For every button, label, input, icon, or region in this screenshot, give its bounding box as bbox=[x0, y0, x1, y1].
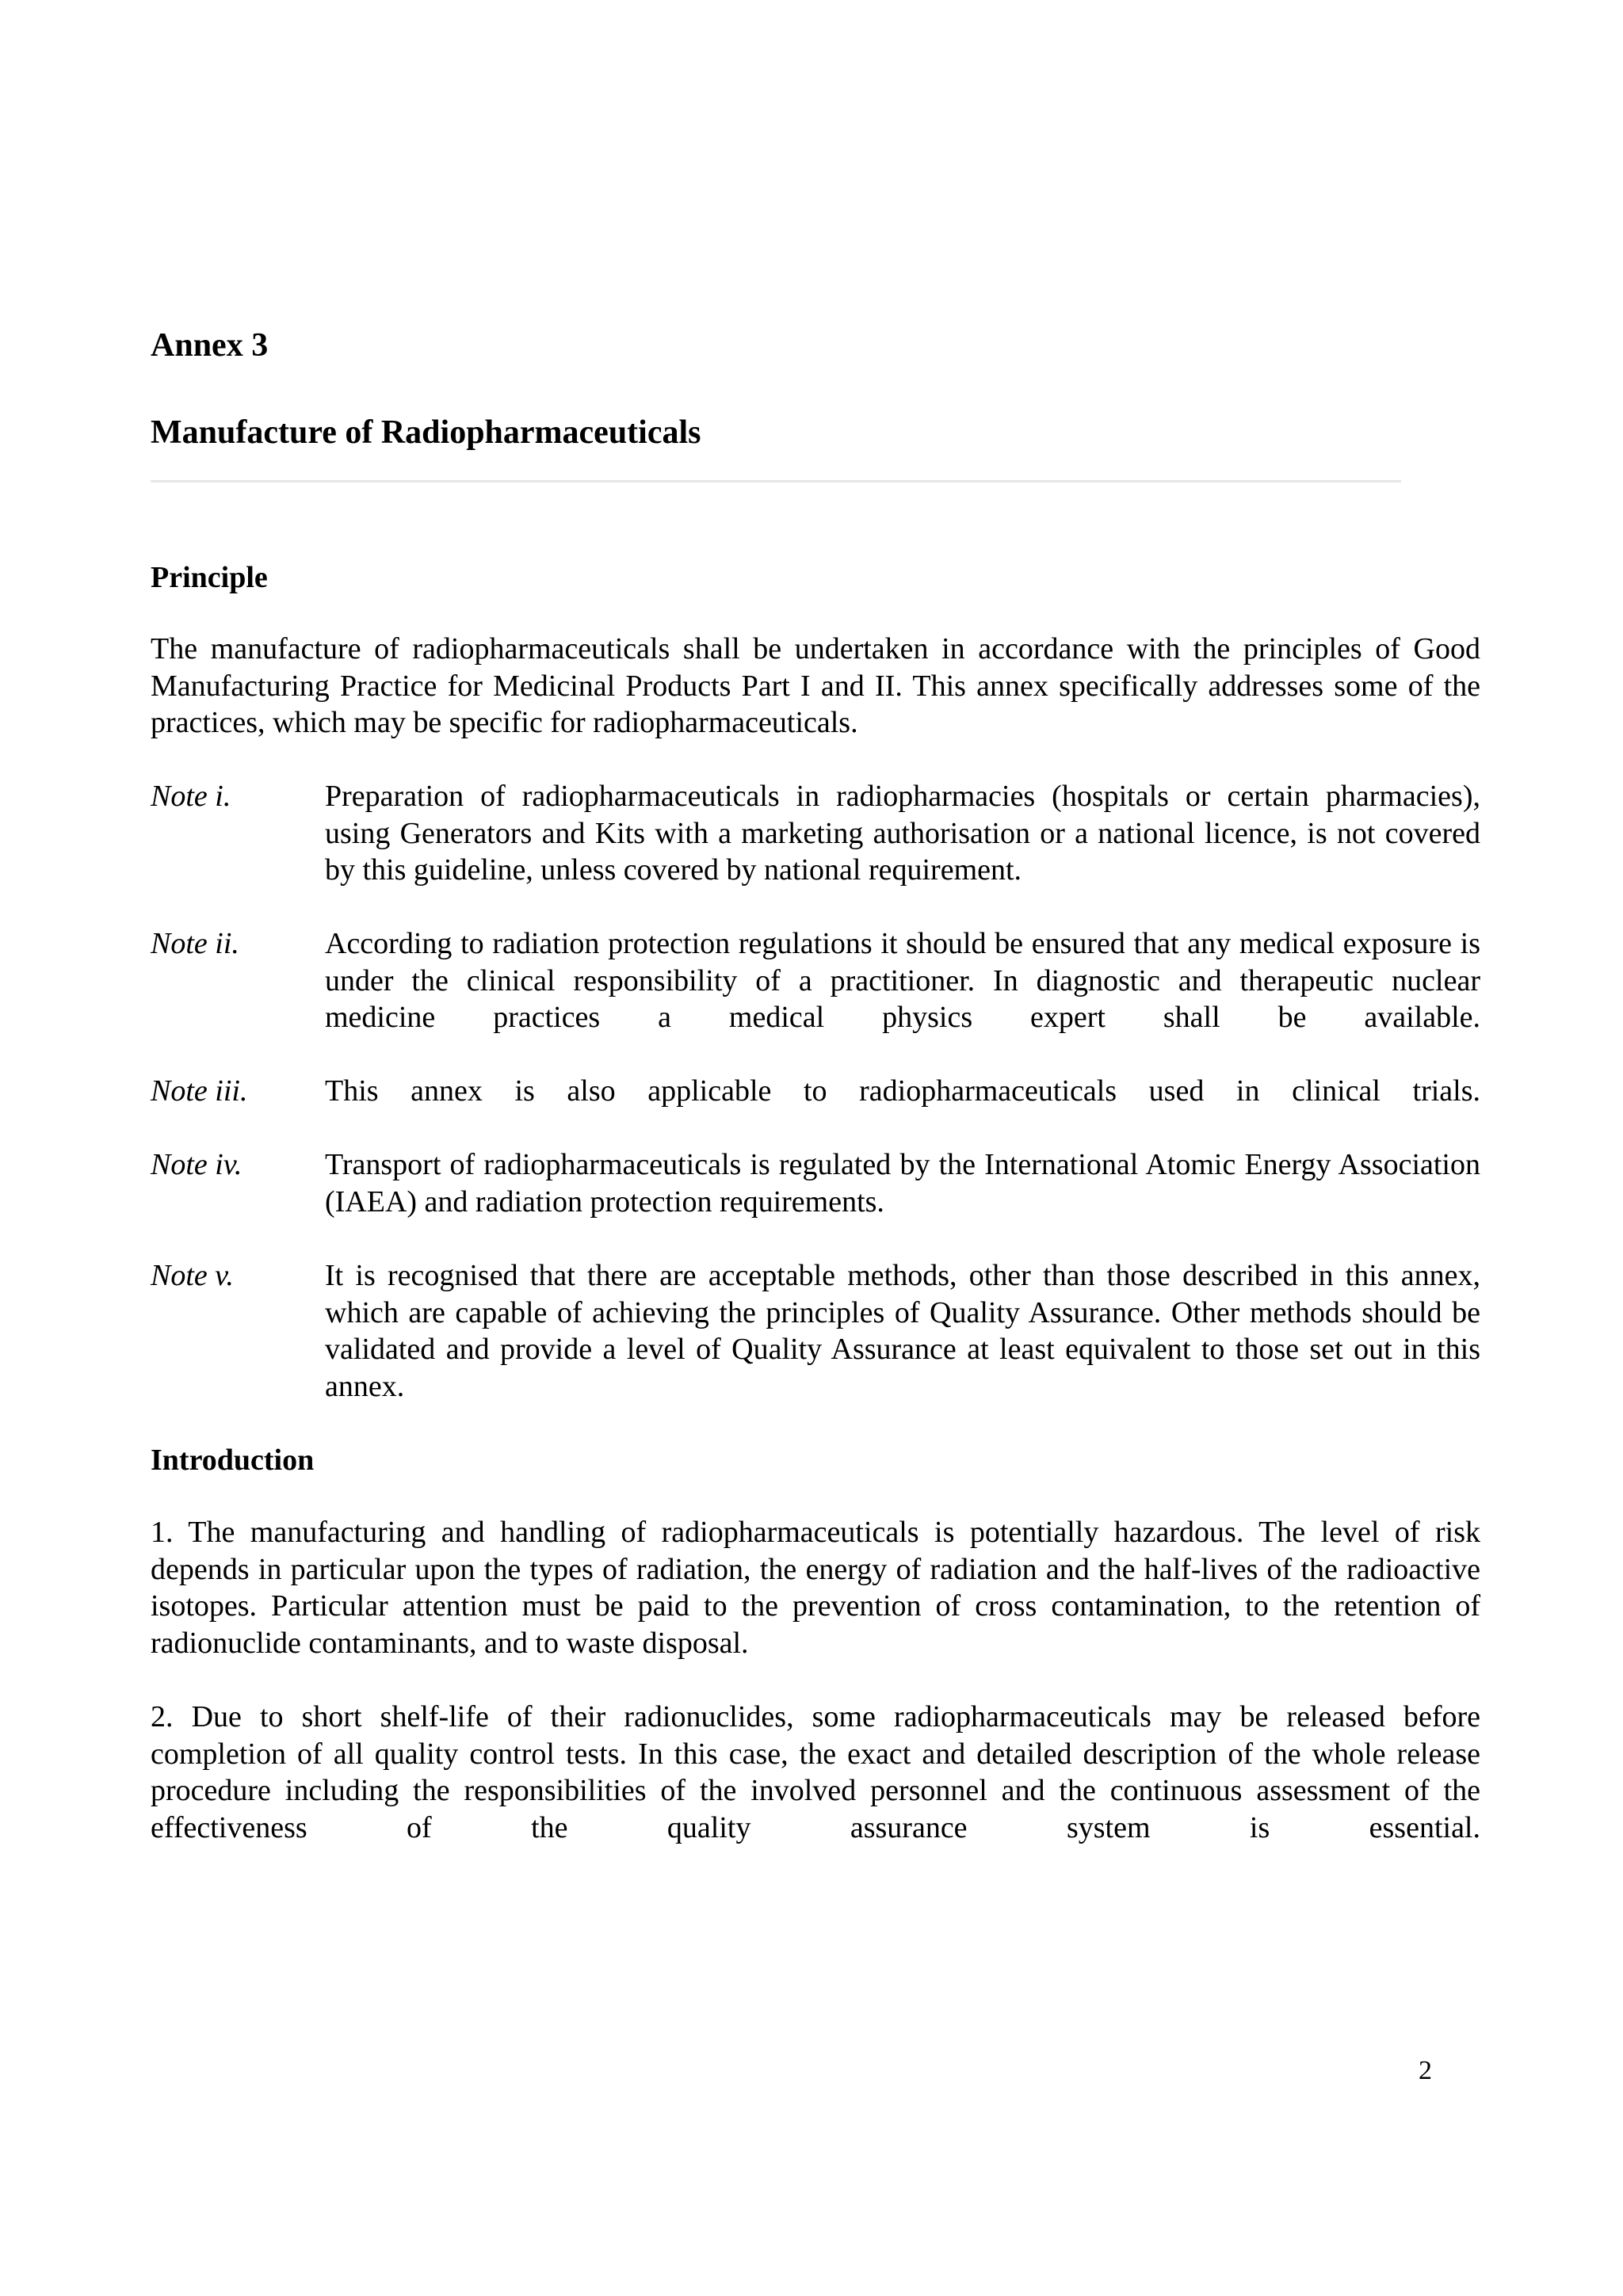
note-label: Note ii. bbox=[151, 927, 239, 960]
introduction-heading: Introduction bbox=[151, 1444, 315, 1477]
document-title: Manufacture of Radiopharmaceuticals bbox=[151, 414, 701, 451]
note-text: Preparation of radiopharmaceuticals in radiopharmacies (hospitals or certain pharmacies), using Generators and Kits with a marketing authorisation or a national licence, is not covered by this guideline, unless covered by national requirement. bbox=[325, 780, 1480, 887]
principle-heading: Principle bbox=[151, 561, 268, 594]
page-number: 2 bbox=[1419, 2056, 1432, 2085]
note-label: Note iii. bbox=[151, 1074, 248, 1108]
note-label: Note v. bbox=[151, 1259, 234, 1292]
note-text: It is recognised that there are acceptable methods, other than those described in this annex, which are capable of achieving the principles of Quality Assurance. Other methods should be validated and provide a level of Quality Assurance at least equivalent to those set out in this annex. bbox=[325, 1259, 1480, 1403]
title-divider bbox=[151, 480, 1401, 482]
note-text: Transport of radiopharmaceuticals is regulated by the International Atomic Energy Association (IAEA) and radiation protection requirements. bbox=[325, 1148, 1480, 1219]
note-label: Note iv. bbox=[151, 1148, 242, 1181]
introduction-paragraph-2: 2. Due to short shelf-life of their radionuclides, some radiopharmaceuticals may be released before completion of all quality control tests. In this case, the exact and detailed description of the whole release procedure including the responsibilities of the involved personnel and the continuous assessment of the effectiveness of the quality assurance system is essential. bbox=[151, 1700, 1480, 1844]
annex-title: Annex 3 bbox=[151, 327, 269, 364]
note-label: Note i. bbox=[151, 780, 231, 813]
principle-paragraph: The manufacture of radiopharmaceuticals shall be undertaken in accordance with the principles of Good Manufacturing Practice for Medicinal Products Part I and II. This annex specifically addresses some of the practices, which may be specific for radiopharmaceuticals. bbox=[151, 632, 1480, 739]
note-text: This annex is also applicable to radiopharmaceuticals used in clinical trials. bbox=[325, 1074, 1480, 1108]
note-text: According to radiation protection regulations it should be ensured that any medical exposure is under the clinical responsibility of a practitioner. In diagnostic and therapeutic nuclear medicine practices a medical physics expert shall be available. bbox=[325, 927, 1480, 1034]
introduction-paragraph-1: 1. The manufacturing and handling of radiopharmaceuticals is potentially hazardous. The level of risk depends in particular upon the types of radiation, the energy of radiation and the half-lives of the radioactive isotopes. Particular attention must be paid to the prevention of cross contamination, to the retention of radionuclide contaminants, and to waste disposal. bbox=[151, 1516, 1480, 1660]
